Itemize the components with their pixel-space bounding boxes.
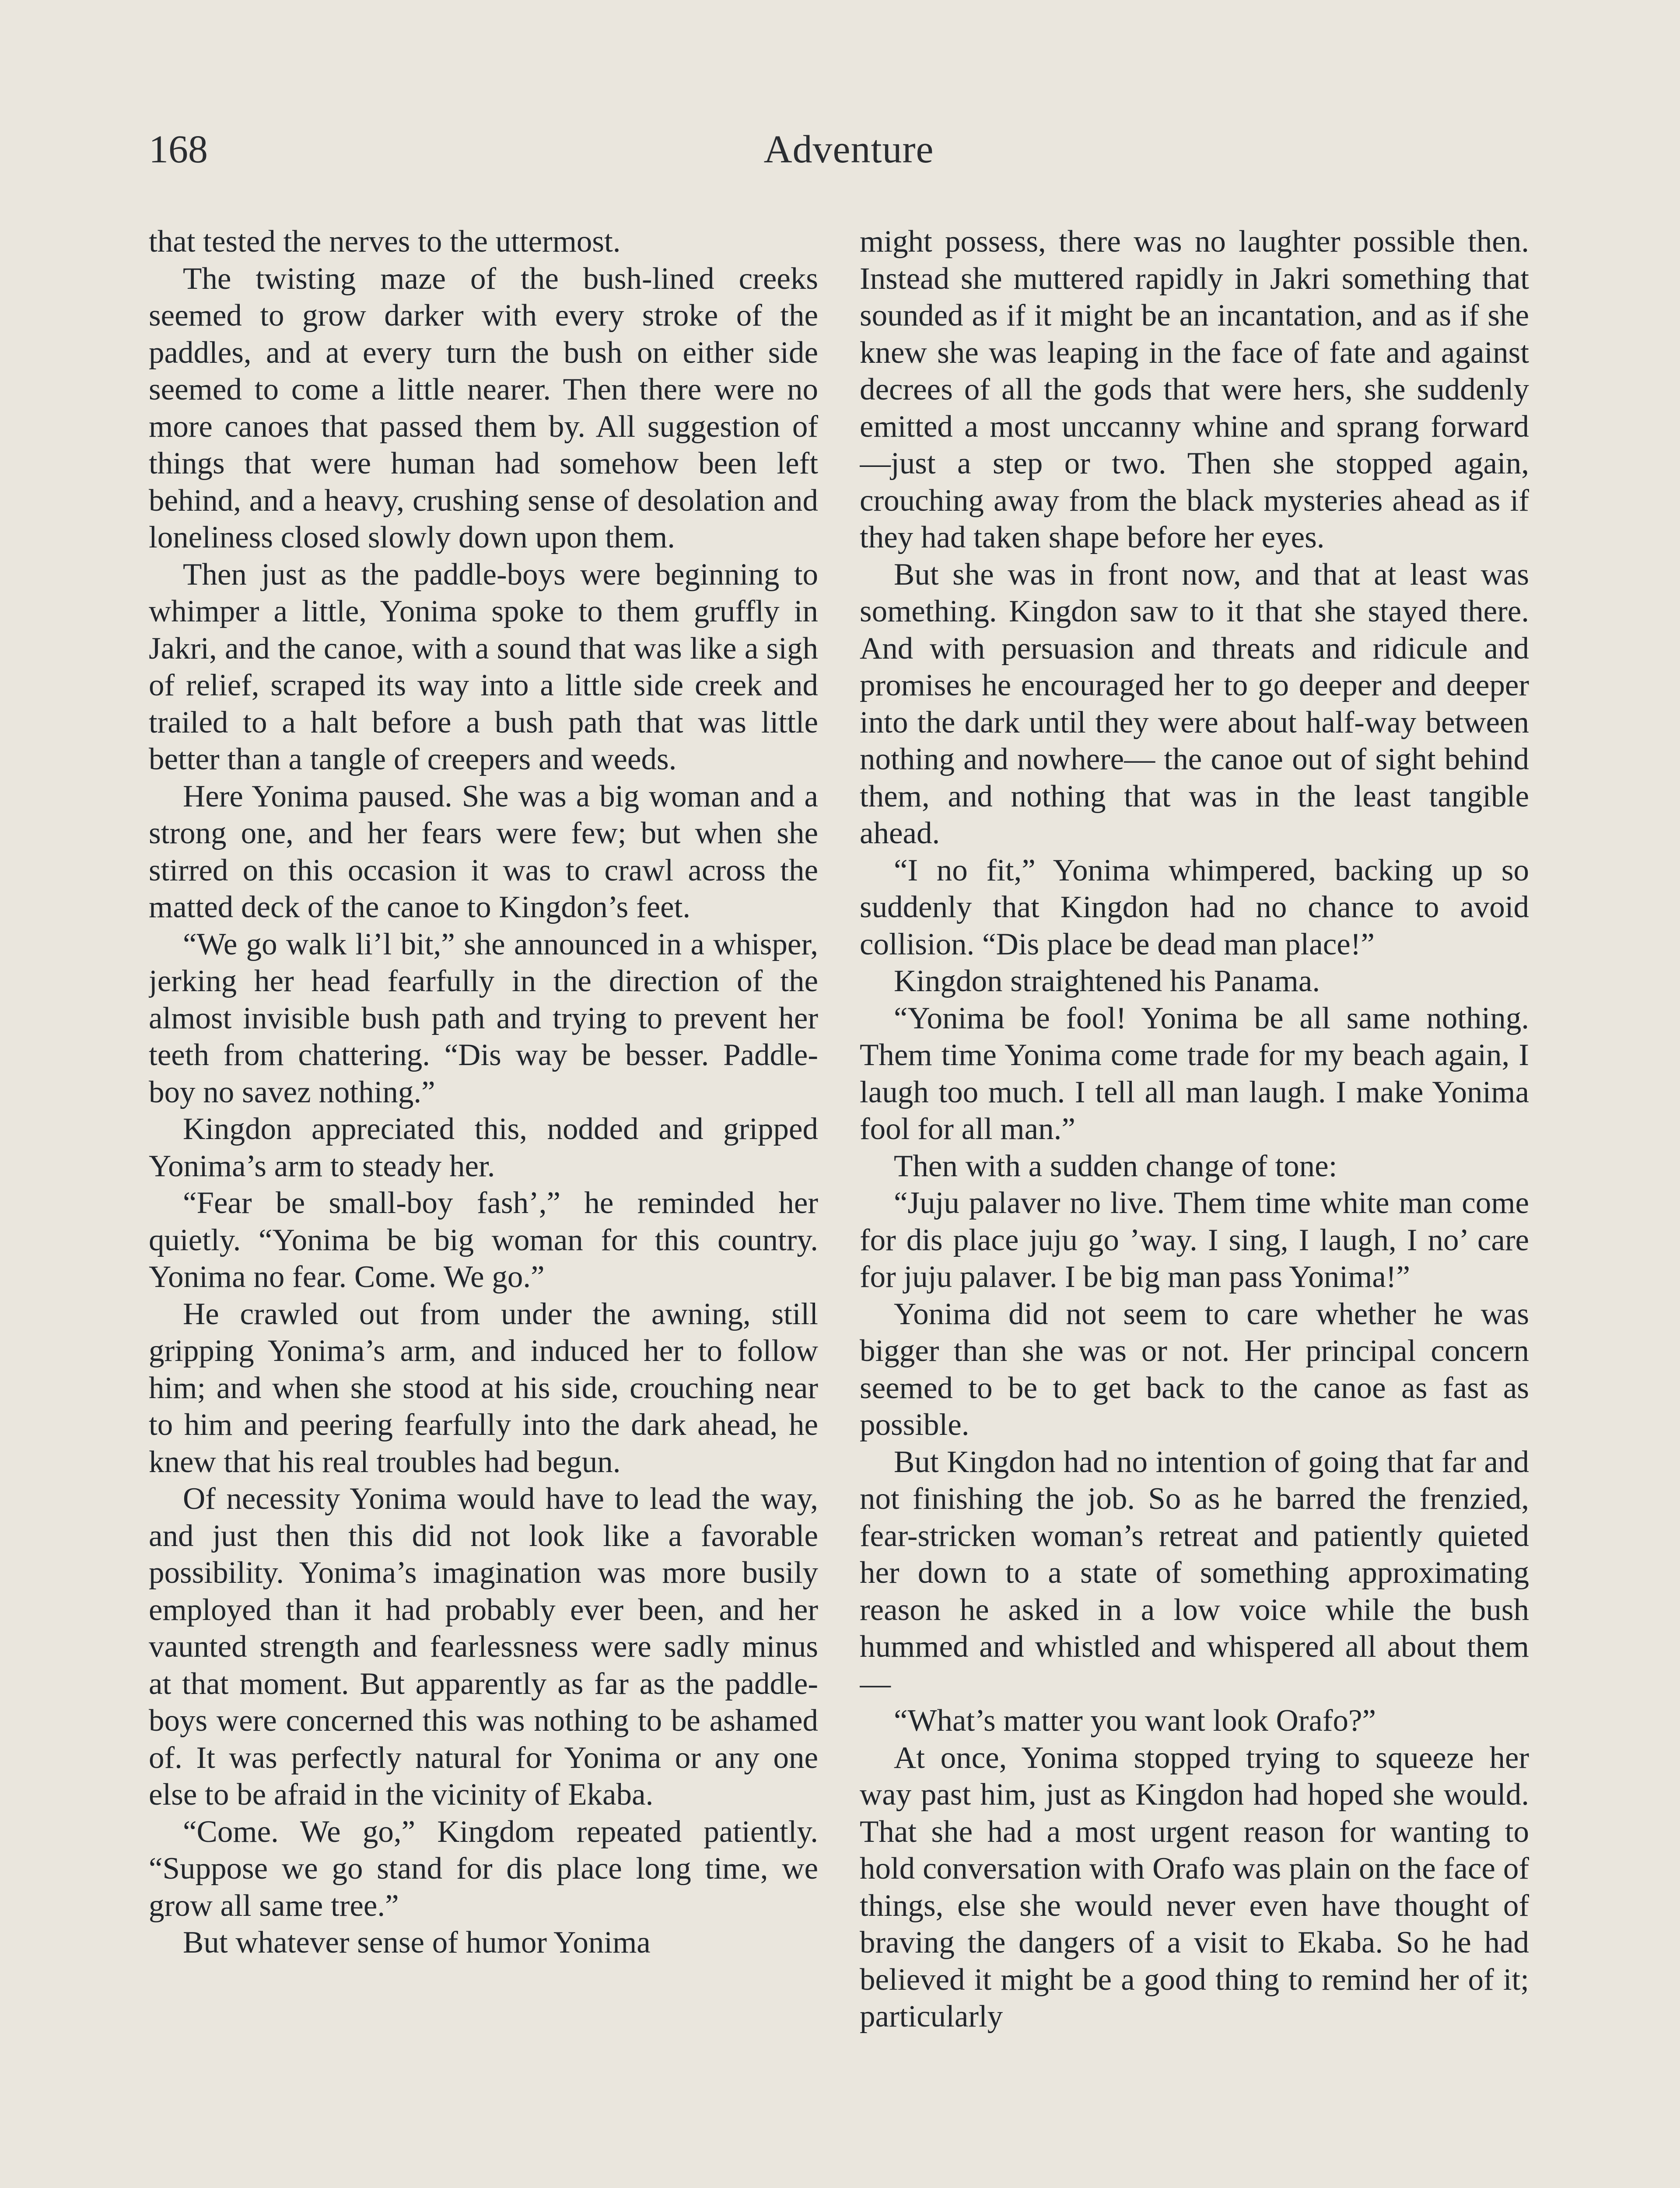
paragraph: But Kingdon had no intention of going that far and not finishing the job. So as he barred the frenzied, fear-stricken woman’s retreat and patiently quieted her down to a state of something approximating reason he asked in a low voice while the bush hummed and whistled and whispered all about them— — [860, 1445, 1529, 1701]
paragraph: “We go walk li’l bit,” she announced in a whisper, jerking her head fearfully in the direction of the almost invisible bush path and trying to prevent her teeth from chattering. “Dis way be besser. Paddle-boy no savez nothing.” — [149, 927, 818, 1109]
left-column — [149, 223, 818, 2188]
paragraph: Then with a sudden change of tone: — [894, 1149, 1337, 1183]
page-number: 168 — [149, 128, 208, 171]
paragraph: “I no fit,” Yonima whimpered, backing up so suddenly that Kingdon had no chance to avoid collision. “Dis place be dead man place!” — [860, 853, 1529, 961]
paragraph: Kingdon straightened his Panama. — [894, 964, 1320, 998]
paragraph: Yonima did not seem to care whether he was bigger than she was or not. Her principal concern seemed to be to get back to the canoe as fast as possible. — [860, 1297, 1529, 1442]
paragraph: “Come. We go,” Kingdom repeated patiently. “Suppose we go stand for dis place long time, we grow all same tree.” — [149, 1814, 818, 1923]
paragraph: “Juju palaver no live. Them time white man come for dis place juju go ’way. I sing, I laugh, I no’ care for juju palaver. I be big man pass Yonima!” — [860, 1186, 1529, 1294]
paragraph: “Yonima be fool! Yonima be all same nothing. Them time Yonima come trade for my beach again, I laugh too much. I tell all man laugh. I make Yonima fool for all man.” — [860, 1001, 1529, 1146]
paragraph: might possess, there was no laughter possible then. Instead she muttered rapidly in Jakri something that sounded as if it might be an incantation, and as if she knew she was leaping in the face of fate and against decrees of all the gods that were hers, she suddenly emitted a most unccanny whine and sprang forward—just a step or two. Then she stopped again, crouching away from the black mysteries ahead as if they had taken shape before her eyes. — [860, 224, 1529, 554]
right-column — [860, 223, 1529, 2188]
paragraph: Of necessity Yonima would have to lead the way, and just then this did not look like a favorable possibility. Yonima’s imagination was more busily employed than it had probably ever been, and her vaunted strength and fearlessness were sadly minus at that moment. But apparently as far as the paddle-boys were concerned this was nothing to be ashamed of. It was perfectly natural for Yonima or any one else to be afraid in the vicinity of Ekaba. — [149, 1482, 818, 1812]
paragraph: “What’s matter you want look Orafo?” — [894, 1704, 1376, 1738]
paragraph: But she was in front now, and that at least was something. Kingdon saw to it that she stayed there. And with persuasion and threats and ridicule and promises he encouraged her to go deeper and deeper into the dark until they were about half-way between nothing and nowhere— the canoe out of sight behind them, and nothing that was in the least tangible ahead. — [860, 557, 1529, 850]
paragraph: He crawled out from under the awning, still gripping Yonima’s arm, and induced her to follow him; and when she stood at his side, crouching near to him and peering fearfully into the dark ahead, he knew that his real troubles had begun. — [149, 1297, 818, 1479]
page-header — [149, 123, 1549, 176]
paragraph: The twisting maze of the bush-lined creeks seemed to grow darker with every stroke of the paddles, and at every turn the bush on either side seemed to come a little nearer. Then there were no more canoes that passed them by. All suggestion of things that were human had somehow been left behind, and a heavy, crushing sense of desolation and loneliness closed slowly down upon them. — [149, 261, 818, 554]
paragraph: “Fear be small-boy fash’,” he reminded her quietly. “Yonima be big woman for this country. Yonima no fear. Come. We go.” — [149, 1186, 818, 1294]
paragraph: Here Yonima paused. She was a big woman and a strong one, and her fears were few; but when she stirred on this occasion it was to crawl across the matted deck of the canoe to Kingdon’s feet. — [149, 779, 818, 924]
paragraph: But whatever sense of humor Yonima — [183, 1925, 651, 1960]
running-title: Adventure — [763, 128, 934, 171]
paragraph: Kingdon appreciated this, nodded and gripped Yonima’s arm to steady her. — [149, 1112, 818, 1183]
paragraph: At once, Yonima stopped trying to squeeze her way past him, just as Kingdon had hoped she would. That she had a most urgent reason for wanting to hold conversation with Orafo was plain on the face of things, else she would never even have thought of braving the dangers of a visit to Ekaba. So he had believed it might be a good thing to remind her of it; particularly — [860, 1740, 1529, 2034]
paragraph: Then just as the paddle-boys were beginning to whimper a little, Yonima spoke to them gruffly in Jakri, and the canoe, with a sound that was like a sigh of relief, scraped its way into a little side creek and trailed to a halt before a bush path that was little better than a tangle of creepers and weeds. — [149, 557, 818, 776]
paragraph: that tested the nerves to the uttermost. — [149, 224, 621, 259]
